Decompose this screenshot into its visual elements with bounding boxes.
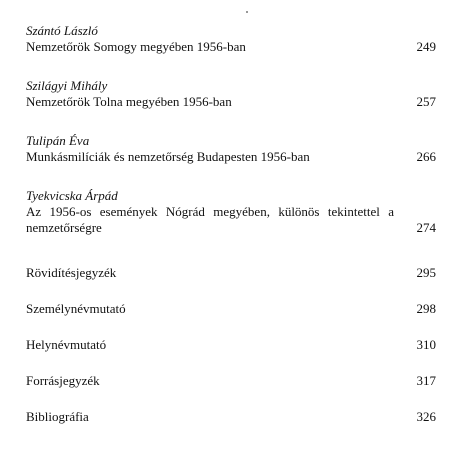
appendix-page-number: 298 (416, 301, 436, 316)
entry-page-number: 257 (416, 94, 436, 109)
appendix-title: Helynévmutató (26, 337, 107, 352)
appendix-title: Személynévmutató (26, 301, 126, 316)
entry-title-row (26, 94, 436, 110)
entry-page-number: 274 (416, 220, 436, 235)
entry-author: Szilágyi Mihály (26, 78, 108, 93)
appendix-page-number: 310 (416, 337, 436, 352)
appendix-title: Bibliográfia (26, 409, 89, 424)
toc-appendix-entry (26, 373, 436, 389)
entry-title: Nemzetőrök Somogy megyében 1956-ban (26, 39, 246, 54)
toc-appendix-entry (26, 265, 436, 281)
entry-title: Nemzetőrök Tolna megyében 1956-ban (26, 94, 232, 109)
appendix-page-number: 317 (416, 373, 436, 388)
appendix-page-number: 326 (416, 409, 436, 424)
toc-entry (26, 78, 436, 110)
entry-title-row (26, 204, 436, 236)
entry-title-row (26, 149, 436, 165)
entry-author: Szántó László (26, 23, 98, 38)
appendix-title: Rövidítésjegyzék (26, 265, 117, 280)
entry-page-number: 249 (416, 39, 436, 54)
toc-appendix-entry (26, 337, 436, 353)
toc-appendix-entry (26, 301, 436, 317)
toc-entry (26, 188, 436, 236)
entry-title: Munkásmilíciák és nemzetőrség Budapesten 1956-ban (26, 149, 310, 164)
toc-appendix-entry (26, 409, 436, 425)
appendix-title: Forrásjegyzék (26, 373, 100, 388)
toc-entry (26, 23, 436, 55)
toc-entry (26, 133, 436, 165)
entry-author: Tulipán Éva (26, 133, 90, 148)
entry-page-number: 266 (416, 149, 436, 164)
entry-author: Tyekvicska Árpád (26, 188, 118, 203)
entry-title: Az 1956-os események Nógrád megyében, különös tekintettel a nemzetőrségre (26, 204, 394, 235)
speck-mark (246, 11, 248, 13)
entry-title-row (26, 39, 436, 55)
appendix-page-number: 295 (416, 265, 436, 280)
